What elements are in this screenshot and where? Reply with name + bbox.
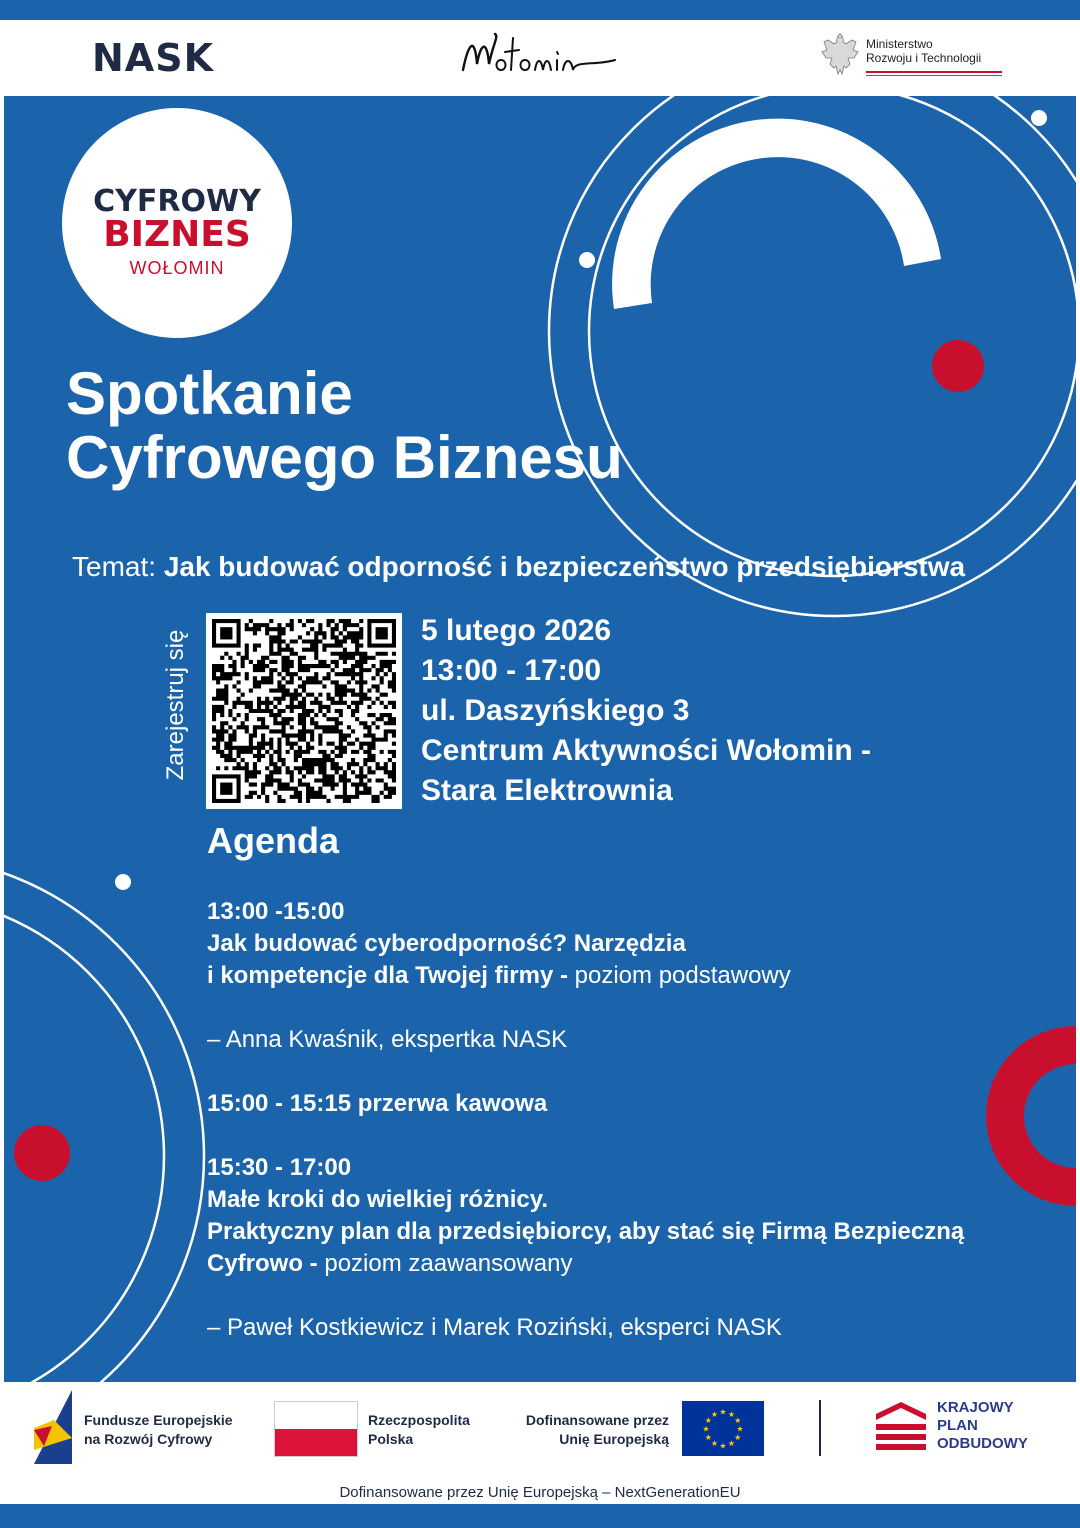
fundusze-europejskie-icon: [32, 1390, 74, 1464]
topic-value: Jak budować odporność i bezpieczeństwo przedsiębiorstwa: [163, 551, 966, 582]
title-line2: Cyfrowego Biznesu: [66, 424, 623, 491]
eagle-emblem-icon: [818, 33, 862, 79]
red-dot-left: [14, 1125, 70, 1181]
ministry-line2: Rozwoju i Technologii: [866, 51, 982, 65]
agenda-item1-title-line2: i kompetencje dla Twojej firmy -: [207, 962, 568, 989]
white-dot-top: [579, 252, 595, 268]
page-title: [66, 362, 623, 490]
event-venue-line1: Centrum Aktywności Wołomin -: [421, 734, 872, 767]
agenda-item2-title-line1: Małe kroki do wielkiej różnicy.: [207, 1186, 549, 1213]
agenda-item1: [207, 896, 791, 992]
svg-text:★: ★: [727, 1439, 736, 1449]
svg-text:★: ★: [704, 1416, 712, 1425]
event-address: ul. Daszyńskiego 3: [421, 694, 690, 727]
white-arc: [612, 119, 941, 309]
kpo-line2: PLAN: [937, 1417, 978, 1434]
agenda-item2-speaker: – Paweł Kostkiewicz i Marek Roziński, eksperci NASK: [207, 1314, 782, 1341]
title-line1: Spotkanie: [66, 360, 353, 427]
orbit-line-outer: [549, 96, 1076, 616]
fundusze-europejskie-text: [84, 1411, 233, 1449]
event-details: [421, 611, 871, 811]
ministry-line1: Ministerstwo: [866, 37, 933, 51]
event-venue-line2: Stara Elektrownia: [421, 774, 673, 807]
agenda-item1-speaker: – Anna Kwaśnik, ekspertka NASK: [207, 1026, 568, 1053]
agenda-break-text: 15:00 - 15:15 przerwa kawowa: [207, 1090, 548, 1117]
red-dot-top: [932, 340, 984, 392]
svg-text:★: ★: [736, 1424, 744, 1434]
qr-code-icon: [206, 613, 402, 809]
footer-note: Dofinansowane przez Unię Europejską – NextGenerationEU: [339, 1484, 741, 1501]
agenda-item1-time: 13:00 -15:00: [207, 898, 345, 925]
white-dot-left: [115, 874, 131, 890]
eu-line2: Unię Europejską: [559, 1431, 669, 1447]
agenda-heading: Agenda: [207, 820, 340, 861]
ministry-logo: [818, 33, 1008, 83]
registration-qr-code[interactable]: [206, 613, 402, 809]
kpo-line1: KRAJOWY: [937, 1399, 1014, 1416]
wolomin-signature-icon: [455, 30, 625, 82]
ministry-red-line: [866, 71, 1002, 73]
polish-flag-icon: [274, 1401, 358, 1457]
rp-line2: Polska: [368, 1431, 414, 1447]
cyfrowy-biznes-logo: [62, 108, 292, 338]
agenda-item2-title-line3: Cyfrowo -: [207, 1250, 318, 1277]
eu-stars-icon: [682, 1401, 764, 1456]
topic-label: Temat:: [72, 551, 157, 582]
left-orbit-outer: [4, 856, 204, 1382]
register-label: Zarejestruj się: [162, 629, 189, 781]
svg-text:★: ★: [710, 1439, 719, 1449]
rp-line1: Rzeczpospolita: [368, 1412, 470, 1428]
svg-text:★: ★: [710, 1409, 719, 1419]
rzeczpospolita-text: [368, 1411, 470, 1449]
wolomin-logo: [455, 30, 625, 87]
agenda-item2-level: poziom zaawansowany: [317, 1250, 573, 1277]
kpo-line3: ODBUDOWY: [937, 1435, 1028, 1452]
logo-line3: WOŁOMIN: [129, 258, 225, 278]
kpo-icon: [874, 1400, 928, 1454]
topic: [72, 551, 965, 583]
ministry-name: [866, 37, 981, 65]
eu-line1: Dofinansowane przez: [525, 1412, 669, 1428]
eu-funding-text: [506, 1411, 669, 1449]
svg-text:★: ★: [719, 1441, 727, 1451]
agenda-item1-level: poziom podstawowy: [567, 962, 791, 989]
footer-divider: [819, 1400, 821, 1456]
logo-line2: BIZNES: [103, 214, 251, 255]
fe-line1: Fundusze Europejskie: [84, 1412, 233, 1428]
bottom-bar: [0, 1504, 1080, 1528]
agenda-item2-title-line2: Praktyczny plan dla przedsiębiorcy, aby stać się Firmą Bezpieczną: [207, 1218, 965, 1245]
agenda-item2-time: 15:30 - 17:00: [207, 1154, 352, 1181]
svg-text:★: ★: [727, 1409, 736, 1419]
agenda-break: [207, 1088, 547, 1120]
fe-line2: na Rozwój Cyfrowy: [84, 1431, 213, 1447]
svg-text:★: ★: [719, 1407, 727, 1417]
ministry-grey-line: [866, 75, 1002, 76]
top-bar: [0, 0, 1080, 20]
agenda-item1-title-line1: Jak budować cyberodporność? Narzędzia: [207, 930, 686, 957]
nask-logo: NASK: [92, 36, 215, 80]
red-half-ring: [986, 1026, 1076, 1206]
agenda-item2: [207, 1152, 964, 1280]
svg-text:★: ★: [704, 1433, 712, 1442]
event-time: 13:00 - 17:00: [421, 654, 602, 687]
svg-text:★: ★: [734, 1433, 742, 1442]
white-dot-corner: [1031, 110, 1047, 126]
svg-text:★: ★: [734, 1416, 742, 1425]
svg-text:★: ★: [702, 1424, 710, 1434]
eu-flag-icon: [682, 1401, 764, 1456]
event-date: 5 lutego 2026: [421, 614, 612, 647]
kpo-text: [937, 1399, 1028, 1453]
logo-line1: CYFROWY: [93, 184, 261, 219]
